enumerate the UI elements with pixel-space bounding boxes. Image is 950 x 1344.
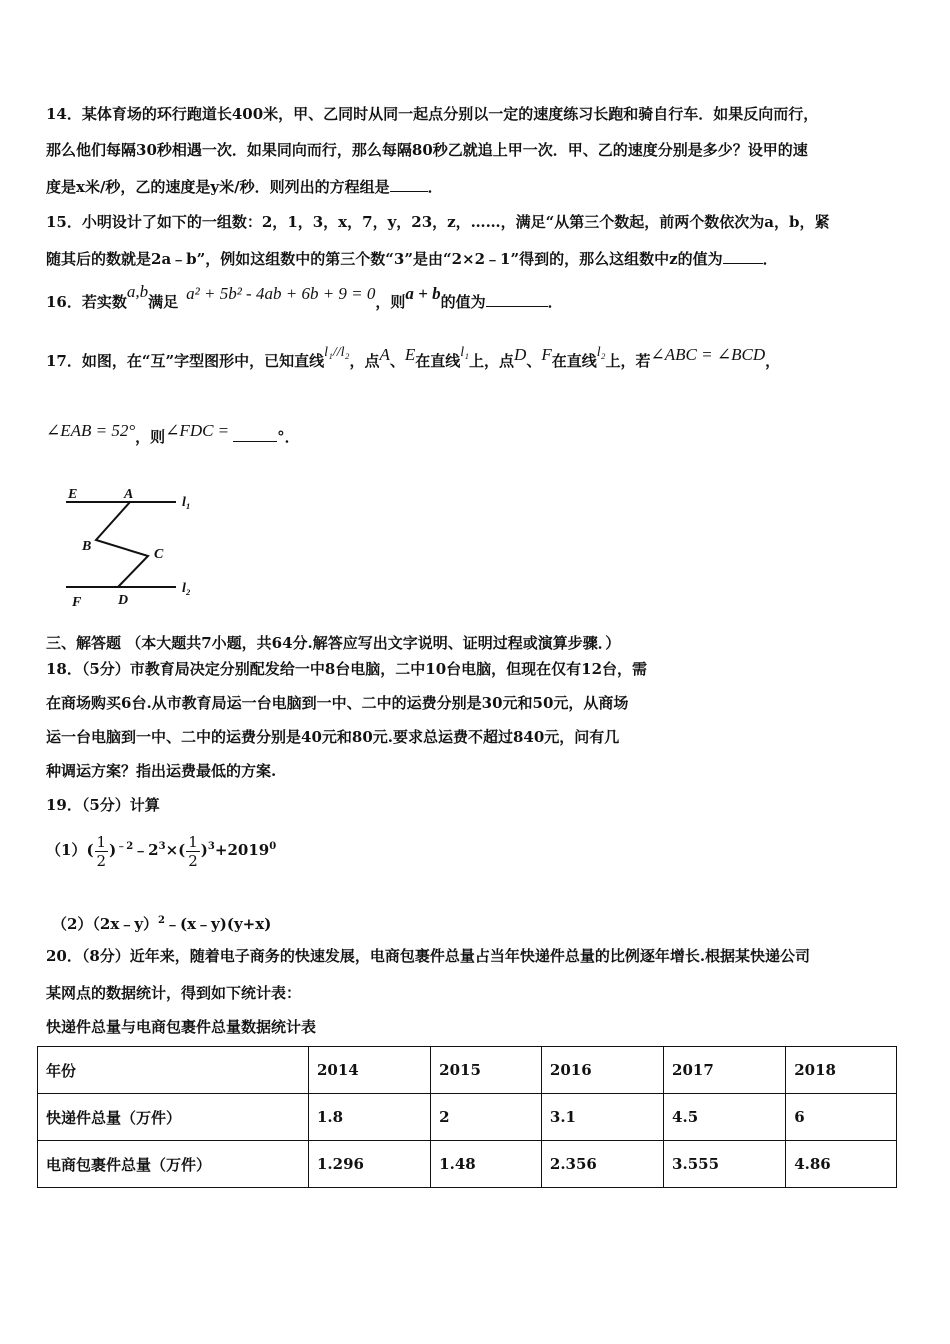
- table-row: [38, 1094, 897, 1141]
- q17-prefix: 17．如图，在“互”字型图形中，已知直线: [46, 352, 325, 370]
- q14-line3: [46, 175, 443, 198]
- q17-t5: 上，若: [605, 352, 651, 370]
- q17-t3: 上，点: [469, 352, 515, 370]
- q19-p1-label: （1）: [46, 841, 87, 859]
- label-d: D: [118, 593, 129, 608]
- q16-line: [46, 282, 563, 313]
- table-header-cell: 2015: [431, 1047, 542, 1094]
- q20-line2: 某网点的数据统计，得到如下统计表：: [46, 984, 302, 1002]
- fraction-numerator: 1: [96, 832, 107, 851]
- q15-line2: [46, 247, 778, 270]
- table-cell: 电商包裹件总量（万件）: [38, 1141, 309, 1188]
- q16-suffix: 的值为: [440, 293, 486, 311]
- q15-line2-end: ．: [762, 250, 778, 268]
- q14-line2: 那么他们每隔30秒相遇一次．如果同向而行，那么每隔80秒乙就追上甲一次．甲、乙的速度分别是多少？设甲的速: [46, 141, 808, 159]
- q19-p1-a: ): [109, 841, 117, 859]
- table-header-cell: 2018: [786, 1047, 897, 1094]
- q17-point-d: D: [514, 345, 527, 364]
- q18-line3: 运一台电脑到一中、二中的运费分别是40元和80元.要求总运费不超过840元，问有几: [46, 728, 620, 746]
- label-e: E: [68, 487, 78, 502]
- q17-point-e: E: [404, 345, 416, 364]
- q17-ask: ∠FDC =: [165, 421, 230, 440]
- q16-answer-blank: [486, 290, 548, 307]
- q19-p1-c: ×(: [165, 841, 186, 859]
- table-cell: 6: [786, 1094, 897, 1141]
- table-cell: 快递件总量（万件）: [38, 1094, 309, 1141]
- q17-t4: 在直线: [551, 352, 597, 370]
- q17-end: °．: [277, 428, 300, 446]
- q17-parallel: l₁//l₂: [324, 345, 350, 360]
- section3-heading: 三、解答题 （本大题共7小题，共64分.解答应写出文字说明、证明过程或演算步骤．）: [46, 634, 621, 652]
- q18-line1: 18．（5分）市教育局决定分别配发给一中8台电脑，二中10台电脑，但现在仅有12台，需: [46, 660, 647, 678]
- q17-figure: [58, 482, 218, 610]
- q19-p2-rest: ﹣(x﹣y)(y+x): [165, 915, 272, 933]
- q14-line3-end: ．: [427, 178, 443, 196]
- fraction-numerator: 1: [188, 832, 198, 851]
- q20-table-title: 快递件总量与电商包裹件总量数据统计表: [46, 1018, 317, 1036]
- q16-then: ，则: [375, 293, 406, 311]
- table-header-row: [38, 1047, 897, 1094]
- table-cell: 1.296: [309, 1141, 431, 1188]
- label-l1: l₁: [182, 495, 191, 510]
- q20-stat-table: [37, 1046, 897, 1188]
- table-cell: 3.555: [664, 1141, 786, 1188]
- table-cell: 1.8: [309, 1094, 431, 1141]
- q17-condition: ∠ABC = ∠BCD: [650, 345, 766, 364]
- q19-p2-exp: 2: [158, 915, 166, 926]
- table-cell: 4.86: [786, 1141, 897, 1188]
- q17-angle: ∠EAB = 52°: [46, 421, 136, 440]
- q17-t6: ，则: [135, 428, 166, 446]
- q17-answer-blank: [233, 425, 277, 442]
- zigzag-path: [96, 502, 148, 587]
- q19-p1-exp3: 3: [207, 841, 215, 852]
- q15-line1: 15．小明设计了如下的一组数：2，1，3，x，7，y，23，z，……，满足“从第三个数起，前两个数依次为a，b，紧: [46, 213, 830, 231]
- q17-point-a: A: [379, 345, 390, 364]
- table-cell: 2.356: [541, 1141, 663, 1188]
- label-b: B: [82, 539, 92, 554]
- q15-line2-text: 随其后的数就是2a﹣b”，例如这组数中的第三个数“3”是由“2×2﹣1”得到的，那么这组数中z的值为: [46, 250, 723, 268]
- table-row: [38, 1141, 897, 1188]
- q19-part1: （1）( $\frac{1}{2}$ )$^{﹣2}﹣2^3\times$( $\frac{1}{2}$ )$^3+2019^0$: [46, 832, 277, 870]
- q20-line1: 20．（8分）近年来，随着电子商务的快速发展，电商包裹件总量占当年快递件总量的比例逐年增长.根据某快递公司: [46, 947, 811, 965]
- table-cell: 4.5: [664, 1094, 786, 1141]
- q19-p2: （2）（2x﹣y）: [52, 915, 159, 933]
- q17-line2: [46, 421, 300, 448]
- q19-fraction-1: [95, 833, 109, 870]
- table-header-cell: 2016: [541, 1047, 663, 1094]
- q14-line1: 14．某体育场的环行跑道长400米，甲、乙同时从同一起点分别以一定的速度练习长跑和骑自行车．如果反向而行，: [46, 105, 819, 123]
- q15-answer-blank: [723, 247, 763, 264]
- q19-part2: [52, 910, 271, 935]
- q19-fraction-2: [186, 833, 200, 870]
- label-f: F: [72, 595, 82, 610]
- q16-equation: a² + 5b² - 4ab + 6b + 9 = 0: [186, 284, 376, 303]
- q17-sep1: 、: [389, 352, 405, 370]
- q17-l1: l₁: [460, 345, 470, 360]
- q16-expr: a + b: [405, 284, 441, 303]
- q19-p1-exp2: 3: [158, 841, 166, 852]
- q17-l2: l₂: [596, 345, 606, 360]
- q18-line2: 在商场购买6台.从市教育局运一台电脑到一中、二中的运费分别是30元和50元，从商场: [46, 694, 629, 712]
- q19-p1-exp4: 0: [269, 841, 277, 852]
- q16-prefix: 16．若实数: [46, 293, 127, 311]
- q14-line3-text: 度是x米/秒，乙的速度是y米/秒．则列出的方程组是: [46, 178, 390, 196]
- table-cell: 1.48: [431, 1141, 542, 1188]
- fraction-denominator: 2: [188, 851, 198, 870]
- label-a: A: [124, 487, 134, 502]
- q17-comma: ，: [765, 352, 781, 370]
- q17-t1: ，点: [349, 352, 380, 370]
- table-cell: 3.1: [541, 1094, 663, 1141]
- q17-point-f: F: [541, 345, 552, 364]
- label-c: C: [154, 547, 164, 562]
- q16-mid: 满足: [148, 293, 179, 311]
- q17-sep2: 、: [526, 352, 542, 370]
- q17-line1: [46, 345, 781, 374]
- fraction-denominator: 2: [96, 851, 107, 870]
- q19-p1-exp1: ﹣2: [116, 841, 134, 852]
- label-l2: l₂: [182, 581, 191, 596]
- q19-p1-b: ﹣2: [133, 841, 159, 859]
- q19-p1-d: +2019: [214, 841, 270, 859]
- q19-title: 19．（5分）计算: [46, 796, 160, 814]
- q16-vars: a,b: [126, 282, 149, 301]
- table-header-cell: 2014: [309, 1047, 431, 1094]
- q17-t2: 在直线: [415, 352, 461, 370]
- table-header-cell: 2017: [664, 1047, 786, 1094]
- q16-end: ．: [547, 293, 563, 311]
- q14-answer-blank: [390, 175, 428, 192]
- table-header-cell: 年份: [38, 1047, 309, 1094]
- table-cell: 2: [431, 1094, 542, 1141]
- q18-line4: 种调运方案？指出运费最低的方案.: [46, 762, 277, 780]
